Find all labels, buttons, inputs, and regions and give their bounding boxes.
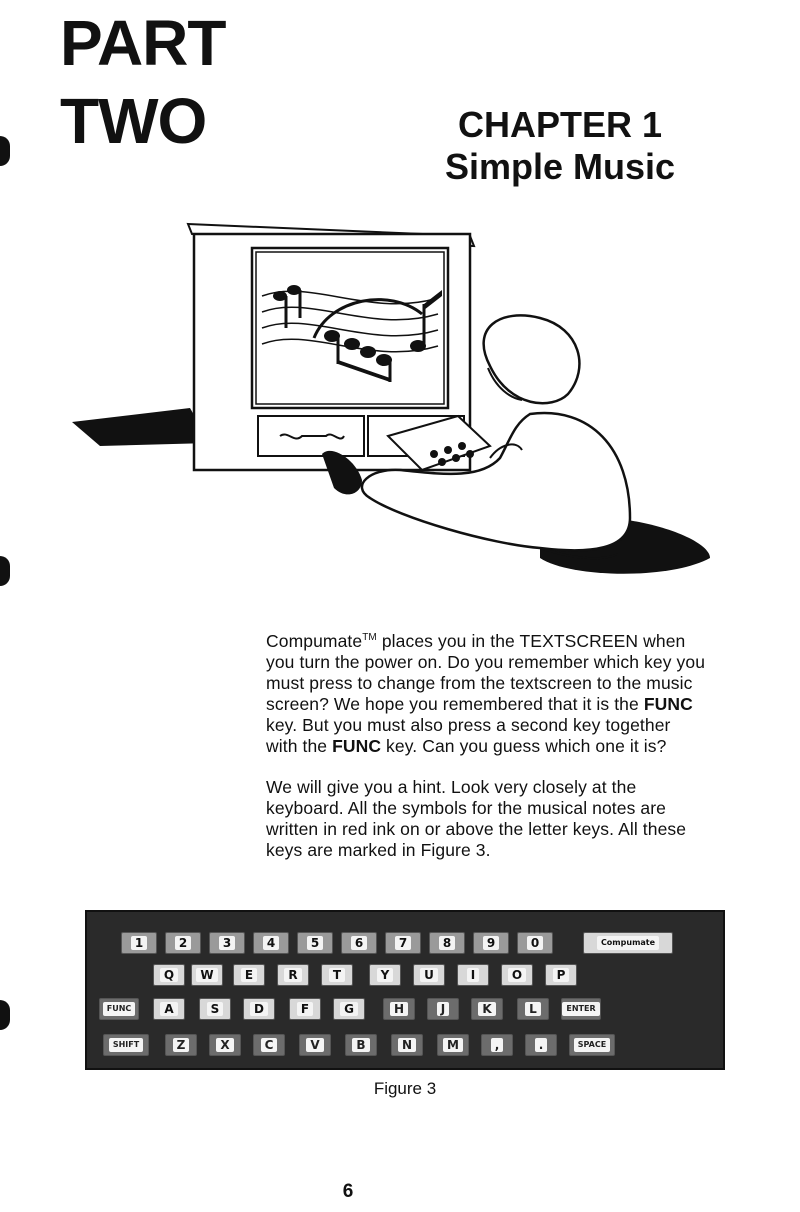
key-a: A [153,998,185,1020]
key-4: 4 [253,932,289,954]
key-s: S [199,998,231,1020]
key-8: 8 [429,932,465,954]
key-enter: ENTER [561,998,601,1020]
chapter-number: CHAPTER 1 [457,104,663,145]
part-title [60,4,225,160]
key-5: 5 [297,932,333,954]
trademark-mark: TM [362,632,377,643]
key-func: FUNC [99,998,139,1020]
key-7: 7 [385,932,421,954]
paragraph-1-text-c: key. Can you guess which one it is? [381,735,667,756]
key-d: D [243,998,275,1020]
key-c: C [253,1034,285,1056]
func-key-term: FUNC [332,735,382,756]
paragraph-1-text-a: places you in the TEXTSCREEN when you turn the power on. Do you remember which key you must press to change from the textscreen to the music screen? We hope you remembered that it is the [266,630,706,714]
key-z: Z [165,1034,197,1056]
brand-name: Compumate [266,630,363,651]
key-shift: SHIFT [103,1034,149,1056]
func-key-term: FUNC [643,693,693,714]
key-6: 6 [341,932,377,954]
key-comma: , [481,1034,513,1056]
key-l: L [517,998,549,1020]
key-q: Q [153,964,185,986]
key-p: P [545,964,577,986]
key-i: I [457,964,489,986]
figure-3-keyboard-photo [85,910,725,1070]
key-h: H [383,998,415,1020]
paragraph-1 [266,627,706,757]
page-number: 6 [342,1181,354,1202]
key-m: M [437,1034,469,1056]
key-9: 9 [473,932,509,954]
key-3: 3 [209,932,245,954]
key-period: . [525,1034,557,1056]
key-b: B [345,1034,377,1056]
key-g: G [333,998,365,1020]
part-title-line2: TWO [60,85,207,157]
paragraph-2: We will give you a hint. Look very closely at the keyboard. All the symbols for the musical notes are written in red ink on or above the letter keys. All these keys are marked in Figure 3. [266,776,687,860]
key-e: E [233,964,265,986]
key-f: F [289,998,321,1020]
key-v: V [299,1034,331,1056]
key-y: Y [369,964,401,986]
binder-hole [0,556,10,586]
child-watching-music-tv-illustration [70,218,730,588]
binder-hole [0,1000,10,1030]
key-n: N [391,1034,423,1056]
key-w: W [191,964,223,986]
chapter-title: Simple Music [444,146,676,187]
figure-caption: Figure 3 [373,1079,437,1098]
key-u: U [413,964,445,986]
key-0: 0 [517,932,553,954]
binder-hole [0,136,10,166]
chapter-heading [430,104,690,188]
key-t: T [321,964,353,986]
key-j: J [427,998,459,1020]
paragraph-1-text-b: key. But you must also press a second key together with the [266,714,671,756]
compumate-logo-key: Compumate [583,932,673,954]
key-k: K [471,998,503,1020]
key-r: R [277,964,309,986]
key-o: O [501,964,533,986]
key-x: X [209,1034,241,1056]
part-title-line1: PART [60,7,226,79]
key-1: 1 [121,932,157,954]
key-2: 2 [165,932,201,954]
key-space: SPACE [569,1034,615,1056]
body-text [266,627,706,881]
